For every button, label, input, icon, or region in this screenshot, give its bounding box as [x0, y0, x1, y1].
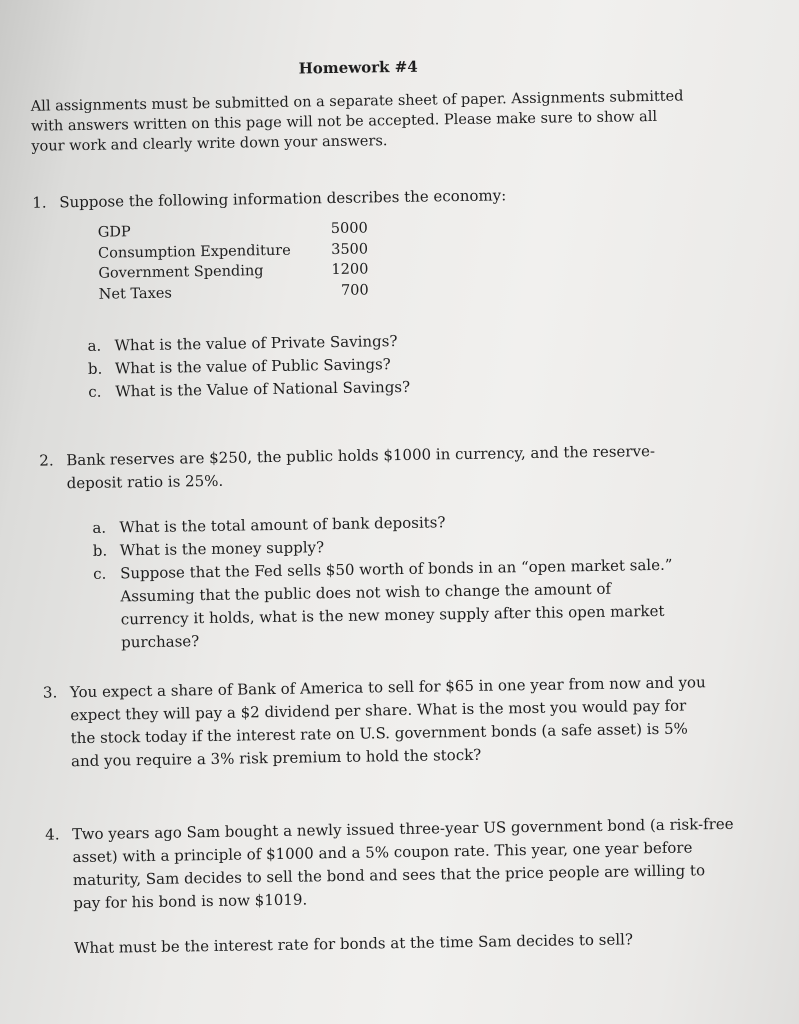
table-row — [99, 280, 369, 305]
part-text: What is the Value of National Savings? — [115, 377, 411, 401]
part-text: What is the value of Private Savings? — [114, 332, 398, 355]
question-2 — [39, 439, 690, 495]
question-1 — [32, 181, 712, 215]
question-2-parts — [92, 508, 684, 655]
page-title: Homework #4 — [298, 57, 418, 78]
row-label: Consumption Expenditure — [97, 242, 291, 262]
question-number: 2. — [39, 451, 54, 470]
question-4 — [45, 813, 737, 961]
part-text: Suppose that the Fed sells $50 worth of bonds in an “open market sale.” Assuming that the public does not wish to change the amount of currency it holds, what is the new money supply after this open market purchase? — [119, 555, 673, 652]
question-text: Bank reserves are $250, the public holds $1000 in currency, and the reserve-deposit ratio is 25%. — [66, 441, 656, 493]
part-text: What is the money supply? — [119, 538, 325, 560]
question-number: 1. — [32, 193, 47, 212]
row-value: 1200 — [331, 261, 369, 279]
part-letter: c. — [92, 564, 107, 583]
part-letter: b. — [92, 541, 108, 560]
row-label: GDP — [97, 224, 131, 241]
question-number: 4. — [45, 825, 60, 844]
row-value: 5000 — [330, 220, 368, 238]
instructions-paragraph: All assignments must be submitted on a separate sheet of paper. Assignments submitted with answers written on this page will not be accepted. Please make sure to show all your work and clearly write down your answers. — [30, 88, 684, 155]
part-letter: b. — [87, 359, 103, 378]
part-letter: a. — [92, 518, 107, 537]
part-text: What is the value of Public Savings? — [114, 355, 391, 378]
part-letter: a. — [87, 336, 102, 355]
row-label: Net Taxes — [98, 285, 172, 303]
row-value: 3500 — [331, 240, 369, 258]
economy-data-table — [98, 218, 369, 304]
row-value: 700 — [340, 281, 369, 299]
question-followup: What must be the interest rate for bonds at the time Sam decides to sell? — [73, 930, 634, 958]
list-item — [93, 554, 684, 655]
question-text: Suppose the following information describes the economy: — [59, 186, 507, 212]
part-text: What is the total amount of bank deposits? — [119, 513, 446, 537]
row-label: Government Spending — [98, 263, 264, 282]
question-text: You expect a share of Bank of America to sell for $65 in one year from now and you expect they will pay a $2 dividend per share. What is the most you would pay for the stock today if the interest rate on U.S. government bonds (a safe asset) is 5% and you require a 3% risk premium to hold the stock? — [69, 673, 706, 771]
question-3 — [43, 671, 714, 774]
question-text: Two years ago Sam bought a newly issued three-year US government bond (a risk-free asset) with a principle of $1000 and a 5% coupon rate. This year, one year before maturity, Sam decides to sell the bond and sees that the price people are willing to pay for his bond is now $1019. — [72, 814, 734, 913]
question-1-parts — [87, 325, 688, 403]
question-number: 3. — [42, 683, 58, 702]
part-letter: c. — [88, 382, 102, 401]
